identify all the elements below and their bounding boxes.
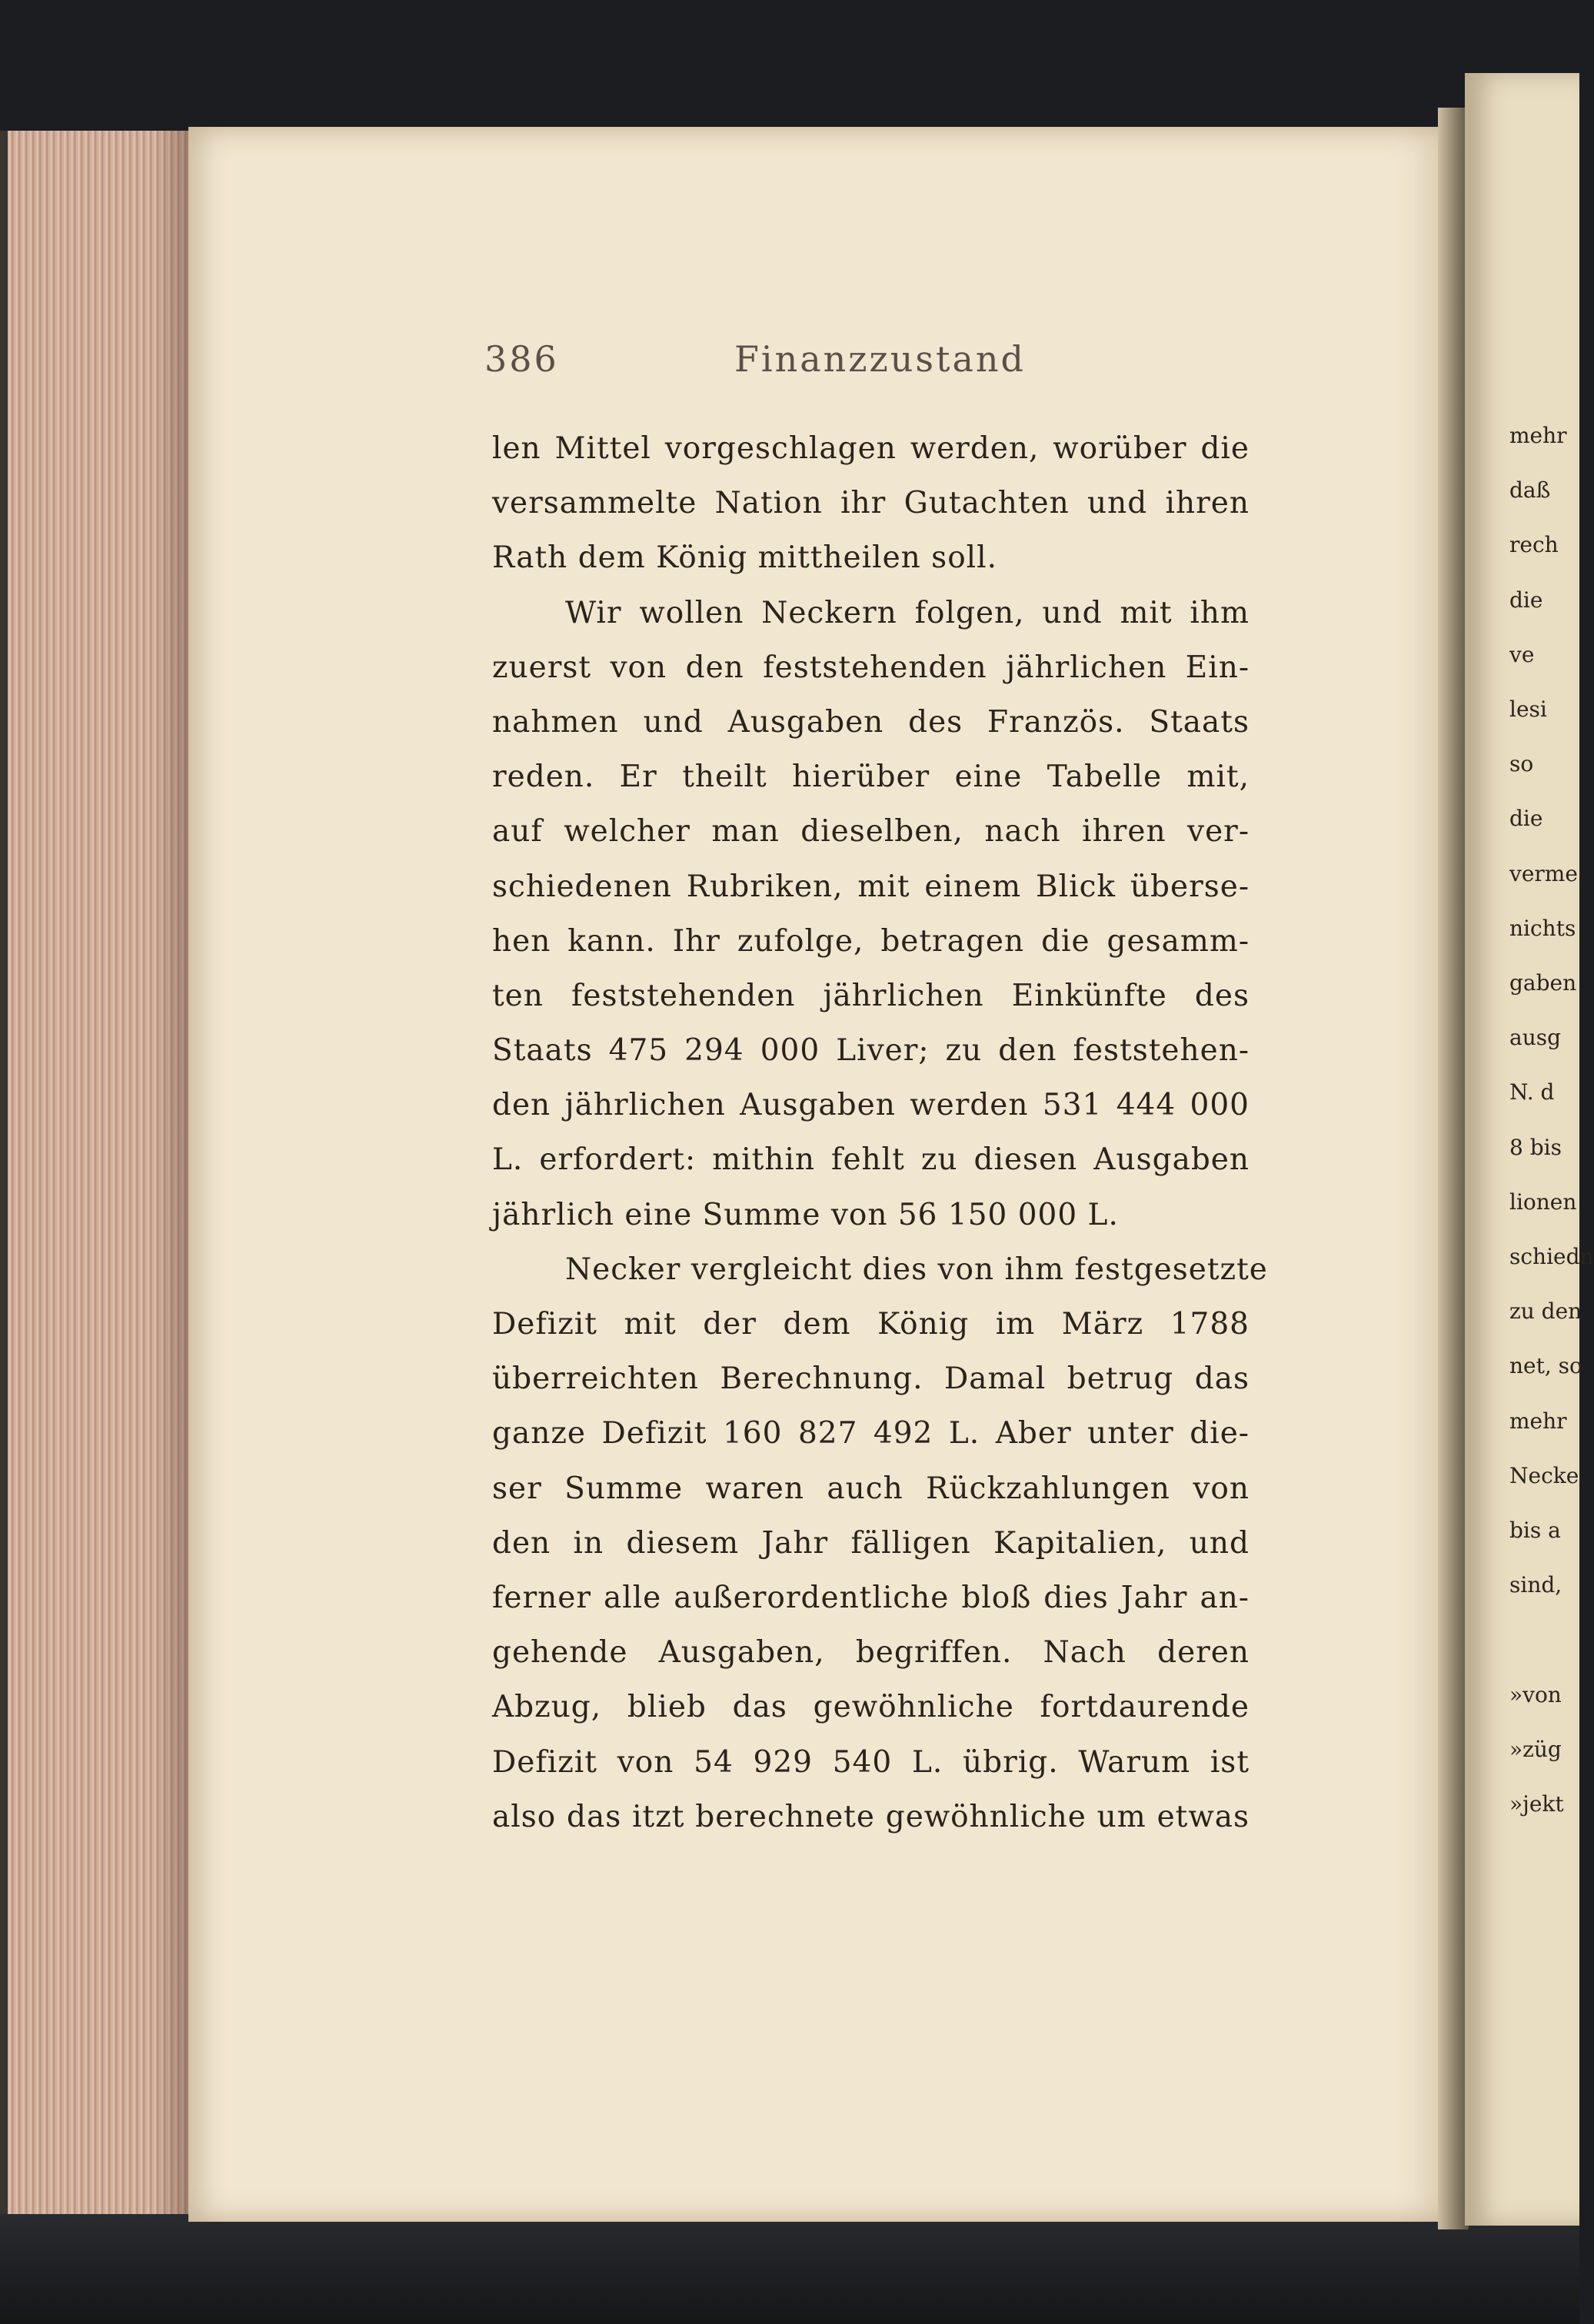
facing-page-line: sind, — [1509, 1572, 1562, 1598]
text-line: ferner alle außerordentliche bloß dies Jahr an- — [492, 1580, 1250, 1615]
text-line: zuerst von den feststehenden jährlichen Ein- — [492, 650, 1250, 685]
text-line: ganze Defizit 160 827 492 L. Aber unter die- — [492, 1416, 1250, 1451]
text-line: Wir wollen Neckern folgen, und mit ihm — [565, 595, 1250, 630]
text-line: Defizit von 54 929 540 L. übrig. Warum ist — [492, 1744, 1250, 1780]
text-line: also das itzt berechnete gewöhnliche um etwas — [492, 1799, 1250, 1834]
text-line: nahmen und Ausgaben des Französ. Staats — [492, 704, 1250, 740]
text-line: ser Summe waren auch Rückzahlungen von — [492, 1471, 1250, 1506]
facing-page-line: verme — [1509, 860, 1578, 886]
text-line: ten feststehenden jährlichen Einkünfte des — [492, 978, 1250, 1013]
text-line: Necker vergleicht dies von ihm festgesetzte — [565, 1252, 1268, 1287]
text-line: reden. Er theilt hierüber eine Tabelle mit, — [492, 760, 1250, 795]
text-line: versammelte Nation ihr Gutachten und ihren — [492, 486, 1250, 521]
facing-page-line: bis a — [1509, 1518, 1561, 1543]
text-line: Defizit mit der dem König im März 1788 — [492, 1307, 1250, 1342]
facing-page-line: rech — [1509, 532, 1559, 558]
page-header — [484, 338, 1253, 392]
facing-page-line: ausg — [1509, 1025, 1562, 1051]
text-line: Rath dem König mittheilen soll. — [492, 540, 998, 576]
facing-page-line: schiedn — [1509, 1244, 1594, 1269]
facing-page-line: zu den — [1509, 1298, 1582, 1325]
backdrop — [0, 2214, 1579, 2324]
facing-page-fragment — [1465, 73, 1594, 2226]
facing-page-line: ve — [1509, 641, 1535, 667]
text-line: den jährlichen Ausgaben werden 531 444 000 — [492, 1088, 1250, 1123]
text-line: auf welcher man dieselben, nach ihren ver- — [492, 814, 1250, 849]
facing-page-line: »züg — [1509, 1736, 1562, 1762]
running-head: Finanzzustand — [734, 338, 1026, 380]
facing-page-line: mehr — [1509, 1408, 1567, 1434]
text-line: überreichten Berechnung. Damal betrug das — [492, 1361, 1250, 1397]
facing-page-line: so — [1509, 751, 1534, 777]
facing-page-line: mehr — [1509, 423, 1567, 448]
text-line: Staats 475 294 000 Liver; zu den feststehen- — [492, 1033, 1250, 1069]
text-line: gehende Ausgaben, begriffen. Nach deren — [492, 1635, 1250, 1671]
body-text — [492, 421, 1268, 1844]
text-line: schiedenen Rubriken, mit einem Blick überse- — [492, 869, 1250, 904]
text-line: len Mittel vorgeschlagen werden, worüber die — [492, 431, 1250, 466]
book-edge-shadow — [154, 131, 192, 2214]
facing-page-line: »von — [1509, 1681, 1562, 1707]
facing-page-line: Necke — [1509, 1462, 1579, 1488]
text-line: jährlich eine Summe von 56 150 000 L. — [492, 1197, 1119, 1232]
facing-page-line: gaben — [1509, 970, 1577, 996]
facing-page-line: die — [1509, 587, 1543, 613]
facing-page-line: »jekt — [1509, 1791, 1564, 1817]
book-gutter — [1438, 108, 1469, 2229]
page-number: 386 — [484, 338, 559, 380]
text-line: L. erfordert: mithin fehlt zu diesen Ausgaben — [492, 1142, 1250, 1178]
facing-page-line: 8 bis — [1509, 1134, 1562, 1160]
facing-page-line: die — [1509, 806, 1543, 832]
text-line: hen kann. Ihr zufolge, betragen die gesamm- — [492, 923, 1250, 959]
facing-page-line: nichts — [1509, 915, 1576, 941]
facing-page-line — [1509, 1627, 1586, 1657]
facing-page-line: lesi — [1509, 697, 1547, 722]
text-line: den in diesem Jahr fälligen Kapitalien, und — [492, 1525, 1250, 1561]
text-line: Abzug, blieb das gewöhnliche fortdaurende — [492, 1690, 1250, 1725]
facing-page-line: net, so — [1509, 1353, 1582, 1379]
facing-page-line: N. d — [1509, 1079, 1555, 1105]
facing-page-line: lionen — [1509, 1189, 1577, 1215]
facing-page-line: daß — [1509, 477, 1551, 504]
